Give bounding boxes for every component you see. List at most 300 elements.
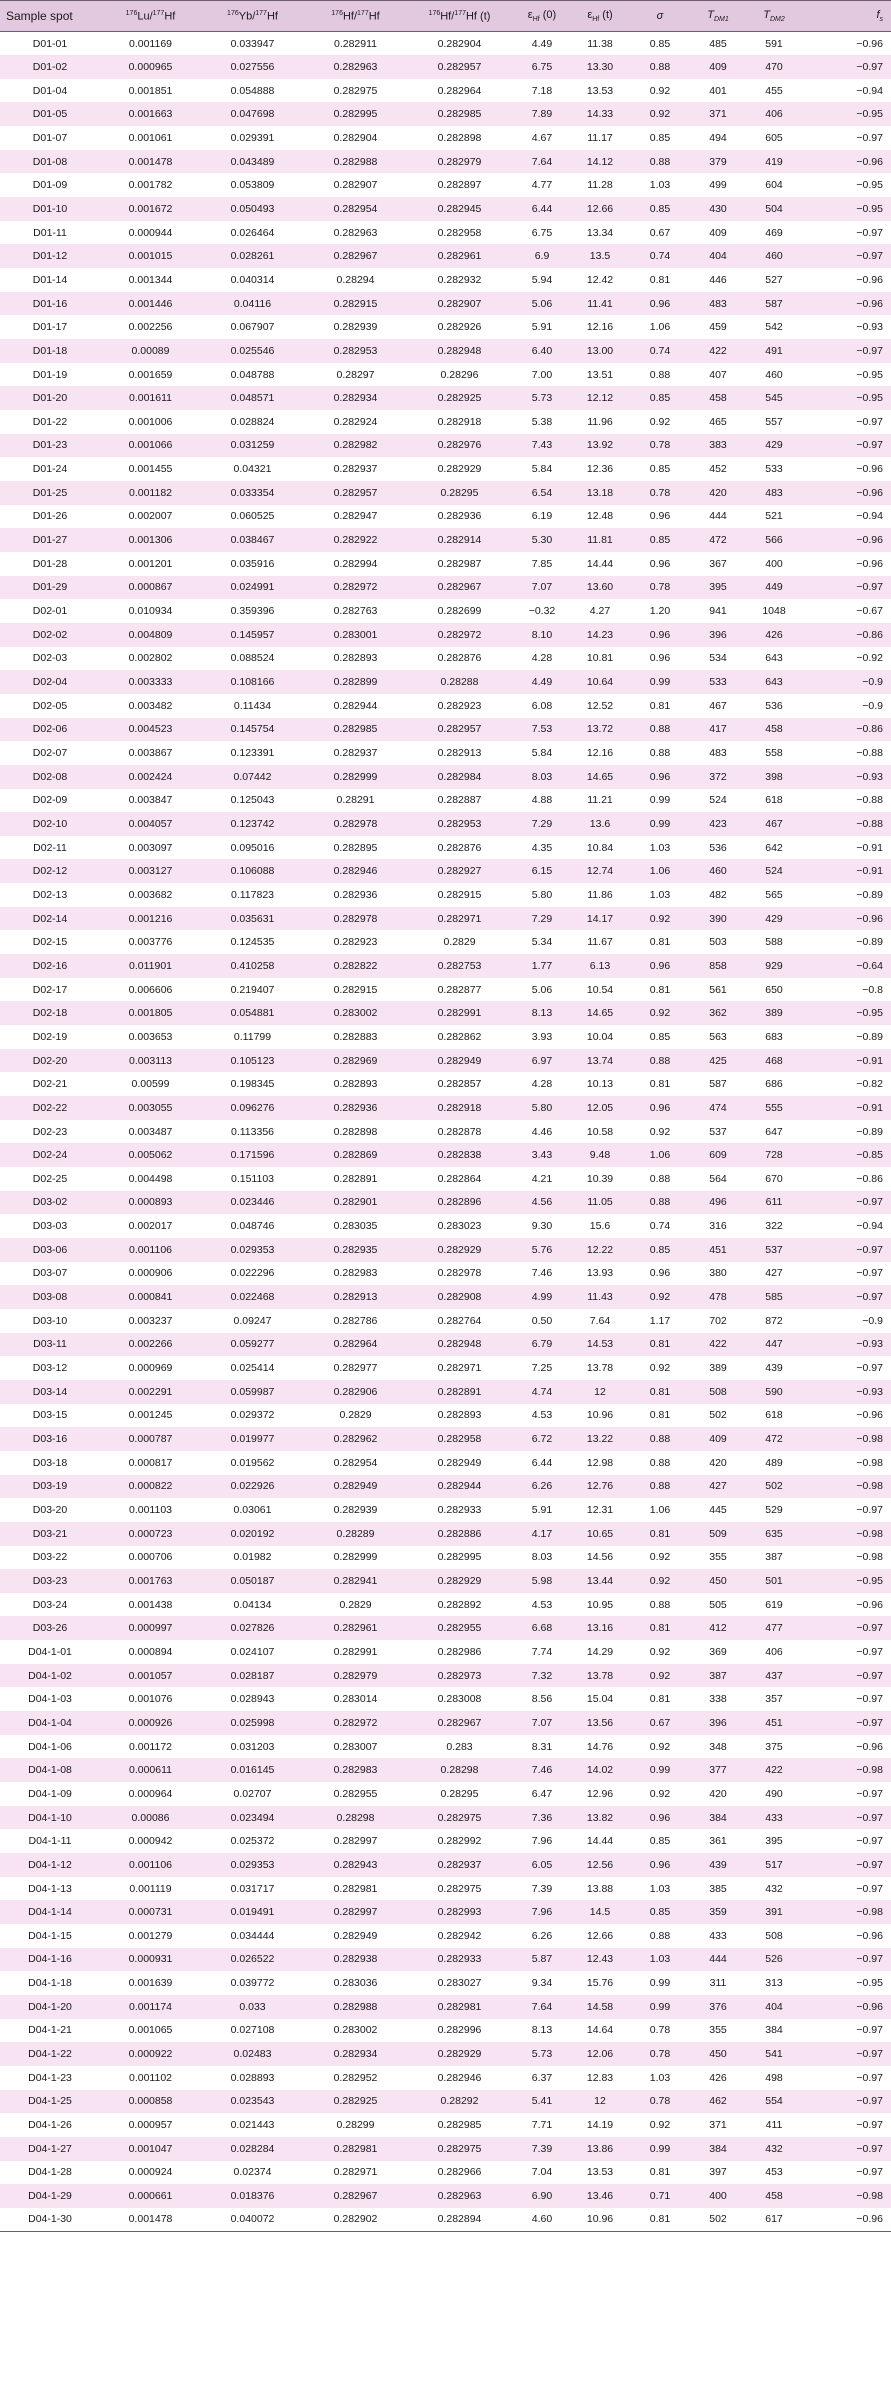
cell-hf-hf: 0.282954 [333,202,378,215]
cell-yb-hf: 0.048571 [230,392,275,405]
cell-hf-hf: 0.282944 [333,699,378,712]
cell-ehf-0: 6.75 [531,60,553,73]
cell-fs: −0.97 [856,1787,883,1800]
cell-sigma: 0.81 [649,983,671,996]
cell-tdm1: 564 [709,1172,727,1185]
cell-hf-hf-t: 0.282972 [437,628,482,641]
cell-hf-hf-t: 0.282966 [437,2166,482,2179]
cell-fs: −0.85 [856,1149,883,1162]
cell-hf-hf: 0.282967 [333,2190,378,2203]
cell-lu-hf: 0.001478 [128,155,173,168]
cell-sample-spot: D01-09 [32,179,68,192]
cell-tdm1: 502 [709,1409,727,1422]
cell-sample-spot: D03-22 [32,1551,68,1564]
cell-yb-hf: 0.11799 [233,1030,272,1043]
cell-fs: −0.97 [856,2048,883,2061]
cell-sample-spot: D01-08 [32,155,68,168]
cell-fs: −0.89 [856,936,883,949]
cell-tdm2: 429 [765,439,783,452]
cell-fs: −0.95 [856,202,883,215]
cell-yb-hf: 0.359396 [230,605,275,618]
cell-ehf-0: 7.46 [531,1267,553,1280]
col-ehf-t: $\varepsilon_{Hf}$ (t) [587,8,613,24]
table-row [0,2019,891,2043]
cell-fs: −0.97 [856,1196,883,1209]
cell-ehf-0: 8.03 [531,1551,553,1564]
cell-tdm1: 367 [709,557,727,570]
cell-hf-hf-t: 0.282896 [437,1196,482,1209]
cell-sample-spot: D02-12 [32,865,68,878]
cell-yb-hf: 0.028284 [230,2142,275,2155]
cell-tdm2: 683 [765,1030,783,1043]
cell-yb-hf: 0.031203 [230,1740,275,1753]
cell-ehf-0: 4.35 [531,841,553,854]
cell-tdm2: 491 [765,344,783,357]
cell-tdm2: 429 [765,912,783,925]
cell-yb-hf: 0.028187 [230,1669,275,1682]
cell-lu-hf: 0.000926 [128,1716,173,1729]
cell-sample-spot: D03-03 [32,1220,68,1233]
cell-sigma: 0.96 [649,770,671,783]
cell-tdm2: 545 [765,392,783,405]
cell-sigma: 1.03 [649,2071,671,2084]
cell-ehf-0: 5.84 [531,747,553,760]
cell-fs: −0.97 [856,439,883,452]
cell-hf-hf-t: 0.282862 [437,1030,482,1043]
cell-ehf-t: 13.00 [586,344,614,357]
cell-hf-hf: 0.283007 [333,1740,378,1753]
table-row [0,79,891,103]
cell-lu-hf: 0.001279 [128,1929,173,1942]
cell-lu-hf: 0.000894 [128,1645,173,1658]
cell-ehf-0: 6.26 [531,1480,553,1493]
cell-sigma: 0.92 [649,1645,671,1658]
cell-tdm1: 439 [709,1858,727,1871]
cell-ehf-0: 7.18 [531,84,553,97]
cell-sigma: 0.96 [649,959,671,972]
cell-ehf-0: 5.34 [531,936,553,949]
cell-yb-hf: 0.050493 [230,202,275,215]
cell-sigma: 0.96 [649,1267,671,1280]
cell-sigma: 0.81 [649,273,671,286]
cell-tdm2: 322 [765,1220,783,1233]
table-row [0,2090,891,2114]
cell-lu-hf: 0.001015 [128,250,173,263]
cell-lu-hf: 0.002424 [128,770,173,783]
cell-ehf-0: 7.00 [531,368,553,381]
cell-hf-hf: 0.282981 [333,1882,378,1895]
cell-sample-spot: D04-1-18 [28,1977,72,1990]
cell-tdm2: 537 [765,1243,783,1256]
cell-fs: −0.91 [856,1101,883,1114]
cell-sample-spot: D04-1-30 [28,2213,72,2226]
cell-sample-spot: D04-1-03 [28,1693,72,1706]
cell-lu-hf: 0.000731 [128,1906,173,1919]
table-row [0,1167,891,1191]
cell-yb-hf: 0.113356 [230,1125,274,1138]
cell-yb-hf: 0.04321 [233,463,272,476]
cell-fs: −0.94 [856,510,883,523]
cell-fs: −0.9 [862,699,883,712]
cell-fs: −0.96 [856,155,883,168]
cell-lu-hf: 0.000822 [128,1480,173,1493]
cell-ehf-0: 7.85 [531,557,553,570]
cell-ehf-0: 7.71 [531,2119,553,2132]
cell-sample-spot: D04-1-15 [28,1929,72,1942]
cell-ehf-t: 12.16 [586,747,614,760]
cell-sample-spot: D04-1-14 [28,1906,72,1919]
cell-ehf-0: 5.91 [531,321,553,334]
cell-tdm1: 372 [709,770,727,783]
cell-hf-hf: 0.283014 [333,1693,378,1706]
cell-ehf-t: 10.96 [586,1409,614,1422]
cell-sigma: 0.96 [649,510,671,523]
cell-hf-hf: 0.282786 [333,1314,378,1327]
cell-ehf-0: 3.93 [531,1030,553,1043]
cell-tdm2: 477 [765,1622,783,1635]
cell-fs: −0.89 [856,1125,883,1138]
table-row [0,718,891,742]
cell-tdm2: 647 [765,1125,783,1138]
cell-sample-spot: D02-02 [32,628,68,641]
cell-yb-hf: 0.038467 [230,534,275,547]
cell-lu-hf: 0.001201 [128,557,173,570]
cell-hf-hf-t: 0.282913 [437,747,482,760]
cell-sigma: 0.67 [649,226,671,239]
cell-hf-hf: 0.282962 [333,1433,378,1446]
cell-ehf-t: 14.44 [586,1835,614,1848]
cell-ehf-0: 7.39 [531,2142,553,2155]
cell-sigma: 1.17 [649,1314,671,1327]
cell-ehf-t: 13.44 [586,1574,614,1587]
cell-tdm2: 472 [765,1433,783,1446]
cell-fs: −0.91 [856,1054,883,1067]
cell-ehf-0: 4.67 [531,131,553,144]
cell-hf-hf-t: 0.282891 [437,1385,482,1398]
cell-tdm2: 617 [765,2213,783,2226]
cell-sample-spot: D02-10 [32,817,68,830]
cell-hf-hf-t: 0.282995 [437,1551,482,1564]
table-row [0,1687,891,1711]
cell-tdm2: 406 [765,1645,783,1658]
cell-hf-hf-t: 0.282949 [437,1054,482,1067]
cell-ehf-0: 8.03 [531,770,553,783]
cell-fs: −0.96 [856,1598,883,1611]
cell-yb-hf: 0.025372 [230,1835,275,1848]
cell-hf-hf: 0.282982 [333,439,378,452]
cell-lu-hf: 0.004498 [128,1172,173,1185]
cell-ehf-0: 7.29 [531,817,553,830]
cell-hf-hf-t: 0.282993 [437,1906,482,1919]
cell-ehf-t: 14.65 [586,1007,614,1020]
cell-hf-hf-t: 0.283 [446,1740,473,1753]
cell-yb-hf: 0.022296 [230,1267,275,1280]
col-hf-hf: $^{176}$Hf/$^{177}$Hf [331,9,380,23]
cell-ehf-t: 13.82 [586,1811,614,1824]
cell-tdm1: 509 [709,1527,727,1540]
cell-sample-spot: D01-10 [32,202,68,215]
cell-sigma: 0.92 [649,1740,671,1753]
cell-hf-hf: 0.282915 [333,297,378,310]
cell-ehf-0: 6.19 [531,510,553,523]
cell-ehf-t: 11.38 [587,37,613,50]
cell-sigma: 0.81 [649,1338,671,1351]
cell-ehf-0: 7.43 [531,439,553,452]
cell-hf-hf: 0.282978 [333,912,378,925]
cell-hf-hf: 0.282936 [333,888,378,901]
cell-tdm1: 427 [709,1480,727,1493]
cell-tdm1: 355 [709,1551,727,1564]
cell-sample-spot: D03-10 [32,1314,68,1327]
cell-ehf-t: 10.96 [586,2213,614,2226]
cell-tdm2: 558 [765,747,783,760]
cell-tdm1: 361 [709,1835,727,1848]
cell-ehf-0: 0.50 [531,1314,553,1327]
cell-ehf-0: 5.80 [531,888,553,901]
cell-lu-hf: 0.001006 [128,415,173,428]
cell-hf-hf: 0.282949 [333,1480,378,1493]
cell-ehf-t: 14.65 [586,770,614,783]
cell-fs: −0.97 [856,60,883,73]
table-row [0,1262,891,1286]
cell-yb-hf: 0.01982 [233,1551,272,1564]
cell-hf-hf-t: 0.282987 [437,557,482,570]
cell-fs: −0.98 [856,1527,883,1540]
cell-fs: −0.97 [856,1645,883,1658]
cell-fs: −0.97 [856,226,883,239]
cell-tdm1: 472 [709,534,727,547]
cell-yb-hf: 0.059277 [230,1338,275,1351]
cell-fs: −0.97 [856,344,883,357]
cell-ehf-t: 14.44 [586,557,614,570]
cell-hf-hf-t: 0.282699 [437,605,482,618]
cell-hf-hf: 0.282939 [333,1504,378,1517]
cell-yb-hf: 0.02483 [233,2048,272,2061]
table-row [0,1356,891,1380]
table-row [0,1049,891,1073]
cell-fs: −0.97 [856,2142,883,2155]
cell-hf-hf: 0.2829 [339,1409,372,1422]
cell-lu-hf: 0.000944 [128,226,173,239]
cell-lu-hf: 0.001119 [129,1882,172,1895]
cell-yb-hf: 0.029391 [230,131,275,144]
cell-yb-hf: 0.117823 [230,888,274,901]
cell-ehf-t: 12.43 [586,1953,614,1966]
cell-tdm2: 605 [765,131,783,144]
col-ehf-0: $\varepsilon_{Hf}$ (0) [527,8,557,24]
cell-tdm1: 483 [709,297,727,310]
cell-ehf-t: 14.23 [586,628,614,641]
cell-yb-hf: 0.027826 [230,1622,275,1635]
cell-tdm1: 433 [709,1929,727,1942]
cell-hf-hf-t: 0.282963 [437,2190,482,2203]
cell-sigma: 1.03 [649,888,671,901]
cell-sigma: 0.88 [649,368,671,381]
cell-ehf-0: 6.40 [531,344,553,357]
cell-tdm1: 359 [709,1906,727,1919]
cell-yb-hf: 0.026522 [230,1953,275,1966]
cell-ehf-t: 9.48 [589,1149,611,1162]
table-row [0,836,891,860]
cell-sigma: 0.85 [649,131,671,144]
cell-ehf-0: 7.39 [531,1882,553,1895]
cell-hf-hf-t: 0.282942 [437,1929,482,1942]
cell-lu-hf: 0.003055 [128,1101,173,1114]
cell-ehf-0: 4.17 [531,1527,553,1540]
cell-fs: −0.9 [862,1314,883,1327]
cell-sample-spot: D01-14 [32,273,68,286]
cell-fs: −0.97 [856,1267,883,1280]
cell-ehf-t: 10.54 [586,983,614,996]
table-row [0,576,891,600]
cell-sample-spot: D03-06 [32,1243,68,1256]
cell-tdm2: 468 [765,1054,783,1067]
cell-ehf-0: 7.25 [531,1362,553,1375]
cell-ehf-0: 8.13 [531,1007,553,1020]
cell-lu-hf: 0.003847 [128,794,173,807]
cell-ehf-0: 7.96 [531,1835,553,1848]
cell-fs: −0.97 [856,1835,883,1848]
cell-sigma: 0.81 [649,1622,671,1635]
cell-ehf-t: 12.83 [586,2071,614,2084]
cell-hf-hf: 0.282913 [333,1291,378,1304]
cell-hf-hf-t: 0.282973 [437,1669,482,1682]
cell-tdm1: 409 [709,226,727,239]
cell-hf-hf-t: 0.282967 [437,581,482,594]
cell-hf-hf-t: 0.2829 [443,936,476,949]
cell-sample-spot: D02-21 [32,1078,68,1091]
cell-hf-hf: 0.282957 [333,486,378,499]
cell-tdm2: 432 [765,2142,783,2155]
cell-yb-hf: 0.021443 [230,2119,275,2132]
cell-hf-hf: 0.282898 [333,1125,378,1138]
cell-fs: −0.97 [856,1953,883,1966]
cell-tdm1: 858 [709,959,727,972]
cell-fs: −0.96 [856,486,883,499]
table-row [0,2137,891,2161]
cell-hf-hf: 0.282883 [333,1030,378,1043]
cell-sigma: 1.03 [649,841,671,854]
cell-ehf-t: 10.04 [586,1030,614,1043]
cell-ehf-t: 14.56 [586,1551,614,1564]
cell-hf-hf-t: 0.282886 [437,1527,482,1540]
cell-sigma: 0.92 [649,1551,671,1564]
cell-hf-hf-t: 0.282857 [437,1078,482,1091]
cell-sigma: 0.88 [649,1598,671,1611]
cell-fs: −0.86 [856,1172,883,1185]
cell-hf-hf: 0.282999 [333,1551,378,1564]
cell-sample-spot: D02-16 [32,959,68,972]
cell-lu-hf: 0.000893 [128,1196,173,1209]
cell-hf-hf: 0.282975 [333,84,378,97]
cell-sigma: 0.96 [649,297,671,310]
cell-ehf-0: 6.68 [531,1622,553,1635]
table-row [0,1782,891,1806]
cell-sigma: 0.88 [649,1172,671,1185]
cell-sigma: 0.85 [649,37,671,50]
cell-hf-hf: 0.282924 [333,415,378,428]
table-row [0,1853,891,1877]
cell-fs: −0.67 [856,605,883,618]
cell-tdm1: 362 [709,1007,727,1020]
cell-tdm2: 587 [765,297,783,310]
cell-fs: −0.97 [856,1362,883,1375]
table-row [0,1900,891,1924]
cell-tdm2: 565 [765,888,783,901]
cell-tdm2: 398 [765,770,783,783]
cell-sample-spot: D04-1-27 [28,2142,72,2155]
cell-hf-hf-t: 0.282907 [437,297,482,310]
cell-sigma: 1.06 [649,1504,671,1517]
cell-sigma: 0.81 [649,2213,671,2226]
cell-ehf-0: 7.64 [531,155,553,168]
table-row [0,1735,891,1759]
cell-tdm1: 462 [709,2095,727,2108]
cell-ehf-t: 14.17 [586,912,614,925]
cell-sigma: 0.81 [649,699,671,712]
cell-hf-hf-t: 0.282961 [437,250,482,263]
cell-tdm2: 642 [765,841,783,854]
table-row [0,599,891,623]
cell-tdm2: 490 [765,1787,783,1800]
cell-tdm2: 313 [765,1977,783,1990]
cell-hf-hf-t: 0.282936 [437,510,482,523]
cell-yb-hf: 0.039772 [230,1977,275,1990]
cell-ehf-0: 7.07 [531,581,553,594]
cell-hf-hf-t: 0.282976 [437,439,482,452]
cell-tdm2: 419 [765,155,783,168]
cell-hf-hf-t: 0.282897 [437,179,482,192]
table-row [0,1664,891,1688]
cell-fs: −0.95 [856,392,883,405]
col-tdm1: $T_{DM1}$ [707,8,729,24]
cell-tdm2: 526 [765,1953,783,1966]
cell-hf-hf-t: 0.282926 [437,321,482,334]
cell-hf-hf: 0.282997 [333,1835,378,1848]
cell-sigma: 0.88 [649,155,671,168]
cell-hf-hf: 0.282997 [333,1906,378,1919]
cell-tdm2: 670 [765,1172,783,1185]
cell-lu-hf: 0.000922 [128,2048,173,2061]
table-row [0,481,891,505]
table-row [0,1214,891,1238]
cell-sample-spot: D01-12 [32,250,68,263]
cell-lu-hf: 0.003776 [128,936,173,949]
cell-yb-hf: 0.067907 [230,321,275,334]
table-row [0,978,891,1002]
cell-sigma: 0.78 [649,439,671,452]
cell-ehf-t: 13.16 [586,1622,614,1635]
cell-lu-hf: 0.002017 [128,1220,173,1233]
cell-sample-spot: D04-1-26 [28,2119,72,2132]
cell-ehf-t: 10.58 [586,1125,614,1138]
cell-tdm2: 447 [765,1338,783,1351]
cell-hf-hf: 0.282911 [333,37,377,50]
cell-ehf-0: 5.91 [531,1504,553,1517]
cell-ehf-0: 3.43 [531,1149,553,1162]
cell-sample-spot: D03-19 [32,1480,68,1493]
cell-lu-hf: 0.000969 [128,1362,173,1375]
cell-sample-spot: D03-26 [32,1622,68,1635]
cell-sigma: 0.85 [649,463,671,476]
cell-ehf-t: 12.06 [586,2048,614,2061]
cell-sample-spot: D02-06 [32,723,68,736]
cell-sample-spot: D02-18 [32,1007,68,1020]
cell-tdm1: 450 [709,1574,727,1587]
cell-fs: −0.98 [856,1456,883,1469]
cell-hf-hf: 0.282763 [333,605,378,618]
cell-hf-hf-t: 0.282864 [437,1172,482,1185]
